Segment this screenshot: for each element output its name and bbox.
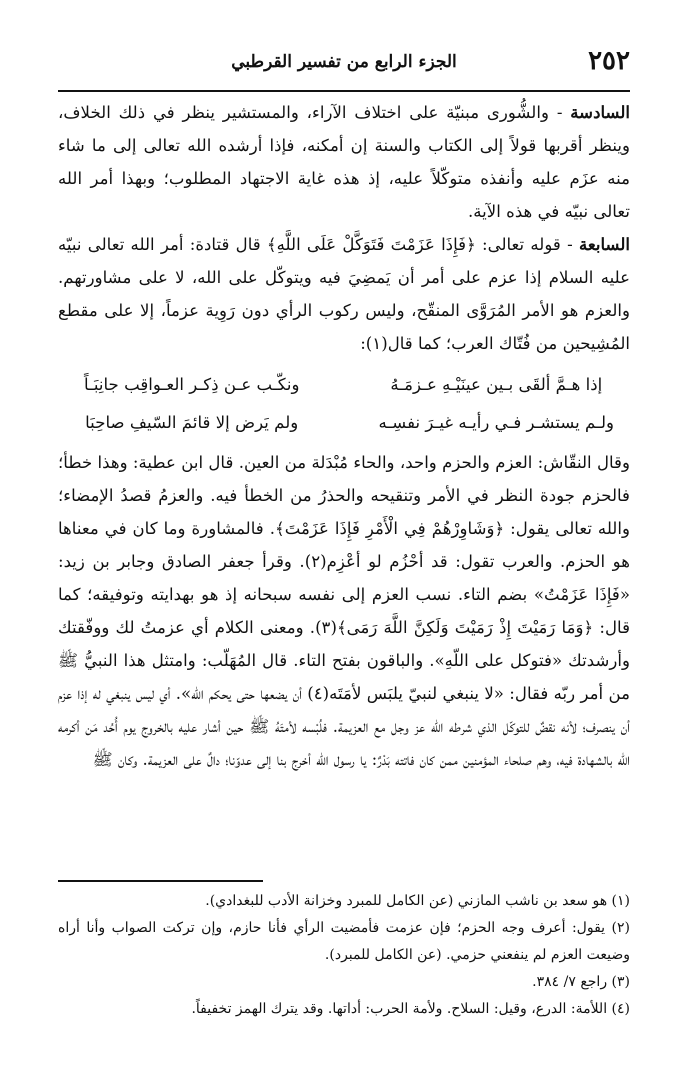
page-header: [58, 40, 630, 92]
main-text: [58, 96, 630, 776]
verse-hemistich: إذا هـمَّ ألقَى بـين عينَيْـهِ عـزمَـهُ: [390, 375, 603, 394]
page-number: ٢٥٢: [588, 46, 630, 76]
footnote: (٢) يقول: أعرف وجه الحزم؛ فإن عزمت فأمضيت الرأي فأنا حازم، وإن تركت الصواب وأنا أراه وضيعت العزم لم ينفعني حزمي. (عن الكامل للمبرد).: [58, 920, 630, 963]
footnote: (١) هو سعد بن ناشب المازني (عن الكامل للمبرد وخزانة الأدب للبغدادي).: [205, 893, 630, 909]
paragraph-seventh: [58, 228, 630, 360]
paragraph-text: - قوله تعالى: ﴿فَإِذَا عَزَمْتَ فَتَوَكَّلْ عَلَى اللَّهِ﴾ قال قتادة: أمر الله تعالى نبيّه عليه السلام إذا عزم على أمر أن يَمضِيَ فيه ويتوكّل على الله، لا على مشاورتهم. والعزم هو الأمر المُرَوَّى المنقّح، وليس ركوب الرأي دون رَوِية عزماً، إلا على مقطع المُشِيحين من فُتّاك العرب؛ كما قال(١):: [58, 235, 630, 353]
verse-hemistich: ولـم يستشـر فـي رأيـه غيـرَ نفسِـه: [378, 413, 615, 432]
footnote-separator: [58, 880, 263, 882]
footnote: (٤) اللأمة: الدرع، وقيل: السلاح. ولأمة الحرب: أداتها. وقد يترك الهمز تخفيفاً.: [191, 1001, 630, 1017]
paragraph-lead: السادسة: [570, 102, 630, 122]
paragraph-text: وقال النقّاش: العزم والحزم واحد، والحاء مُبْدَلة من العين. قال ابن عطية: وهذا خطأ؛ فالحزم جودة النظر في الأمر وتنقيحه والحذرُ من الخطأ فيه. والعزمُ قصدُ الإمضاء؛ والله تعالى يقول: ﴿وَشَاوِرْهُمْ فِي الْأَمْرِ فَإِذَا عَزَمْتَ﴾. فالمشاورة وما كان في معناها هو الحزم. والعرب تقول: قد أحْزُم لو أعْزِم(٢). وقرأ جعفر الصادق وجابر بن زيد: «فَإِذَا عَزَمْتُ» بضم التاء. نسب العزم إلى نفسه سبحانه إذ هو بهدايته وتوفيقه؛ كما قال: ﴿وَمَا رَمَيْتَ إِذْ رَمَيْتَ وَلَكِنَّ اللَّهَ رَمَى﴾(٣). ومعنى الكلام أي عزمتُ لك ووفّقتك وأرشدتك «فتوكل على اللّهِ». والباقون بفتح التاء. قال المُهَلّب: وامتثل هذا النبيُّ ﷺ من أمر ربّه فقال: «لا ينبغي لنبيّ يلبَس لأمَتَه(٤) أن يضعها حتى يحكم الله». أي ليس ينبغي له إذا عزم أن ينصرف؛ لأنه نقضٌ للتوكّل الذي شرطه الله عز وجل مع العزيمة. فلُبْسه لأمتَهُ ﷺ حين أشار عليه بالخروج يوم أُحُد مَن أكرمه الله بالشهادة فيه، وهم صلحاء المؤمنين ممن كان فاتته بَدْرٌ: يا رسول الله أخرج بنا إلى عدوّنا؛ دالٌ على العزيمة. وكان ﷺ: [58, 453, 630, 769]
poem-verse: [58, 366, 630, 442]
paragraph-text: - والشُّورى مبنيّة على اختلاف الآراء، والمستشير ينظر في ذلك الخلاف، وينظر أقربها قولاً إلى الكتاب والسنة إن أمكنه، فإذا أرشده الله تعالى إلى ما شاء منه عزَم عليه وأنفذه متوكّلاً عليه، إذ هذه غاية الاجتهاد المطلوب؛ وبهذا أمر الله تعالى نبيّه في هذه الآية.: [58, 103, 630, 221]
verse-line: [58, 404, 630, 442]
footnotes: [58, 888, 630, 1023]
footnote: (٣) راجع ٧/ ٣٨٤.: [532, 974, 630, 990]
verse-line: [58, 366, 630, 404]
verse-hemistich: ولم يَرض إلا قائمَ السّيفِ صاحِبَا: [85, 413, 299, 432]
paragraph-sixth: [58, 96, 630, 228]
running-title: الجزء الرابع من تفسير القرطبي: [231, 52, 457, 72]
paragraph-lead: السابعة: [578, 234, 630, 254]
verse-hemistich: ونكّـب عـن ذِكـر العـواقِب جانِبَـاً: [83, 375, 300, 394]
